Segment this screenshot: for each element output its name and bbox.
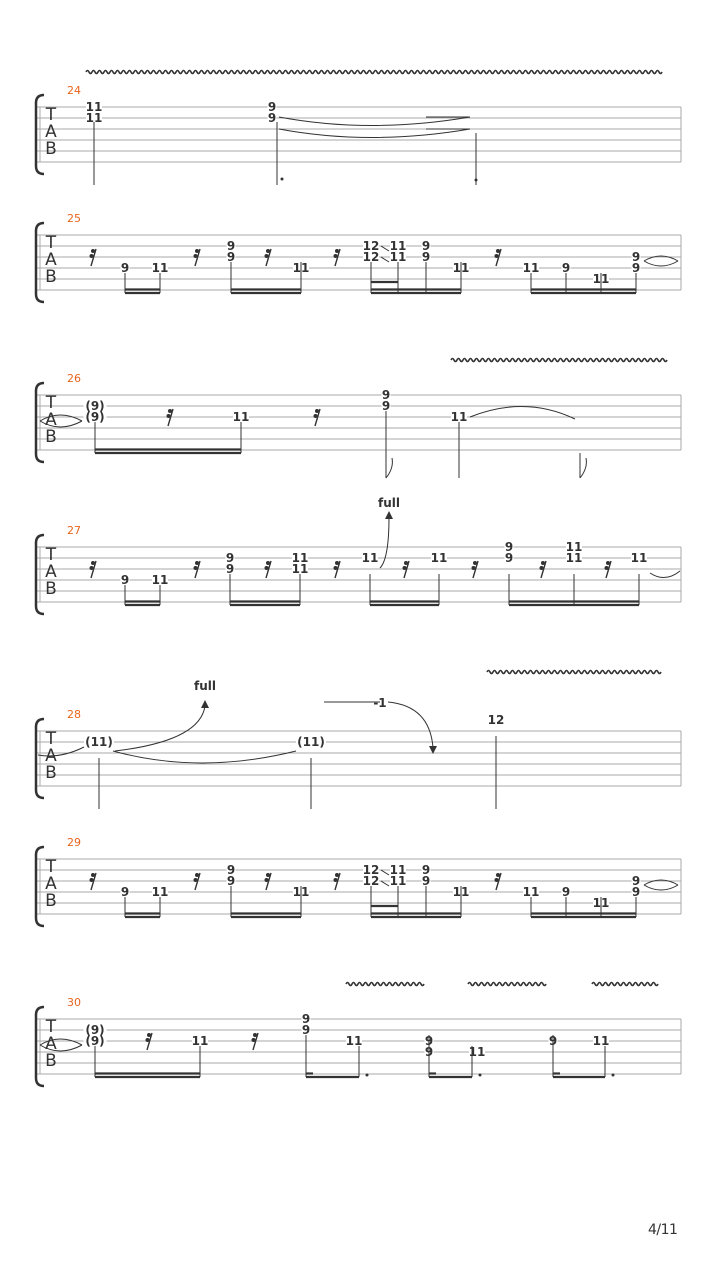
rest-dot — [91, 249, 95, 253]
fret-number: 9 — [381, 399, 391, 413]
dot — [475, 179, 478, 182]
fret-number: 11 — [191, 1034, 209, 1048]
fret-number: 11 — [345, 1034, 363, 1048]
rest-dot — [266, 249, 270, 253]
measure-number: 28 — [67, 708, 81, 721]
tab-clef-letter: T — [45, 1017, 57, 1037]
tab-clef-letter: A — [45, 410, 57, 430]
fret-number: (9) — [85, 410, 105, 424]
slide — [381, 881, 389, 886]
page-number: 4/11 — [648, 1222, 678, 1238]
fret-number: 11 — [522, 261, 540, 275]
fret-number: 9 — [267, 111, 277, 125]
flag — [386, 458, 392, 478]
tie — [644, 885, 678, 890]
fret-number: 11 — [292, 261, 310, 275]
tab-clef-letter: B — [45, 139, 57, 159]
measure-number: 27 — [67, 524, 81, 537]
rest-dot — [495, 878, 499, 882]
fret-number: 9 — [226, 874, 236, 888]
rest-dot — [473, 561, 477, 565]
rest-dot — [334, 254, 338, 258]
fret-number: 11 — [291, 562, 309, 576]
fret-number: 11 — [389, 239, 407, 253]
fret-number: 11 — [592, 1034, 610, 1048]
rest-dot — [195, 873, 199, 877]
fret-number: 11 — [452, 261, 470, 275]
bend — [115, 706, 205, 751]
rest-dot — [605, 566, 609, 570]
rest-dot — [335, 561, 339, 565]
fret-number: (11) — [85, 735, 113, 749]
fret-number: 9 — [504, 551, 514, 565]
tab-clef-letter: A — [45, 746, 57, 766]
measure-number: 29 — [67, 836, 81, 849]
tab-clef-letter: A — [45, 1034, 57, 1054]
tab-clef-letter: A — [45, 562, 57, 582]
fret-number: 11 — [292, 885, 310, 899]
graphics-layer — [38, 71, 680, 1078]
fret-number: (9) — [85, 399, 105, 413]
rest-dot — [314, 414, 318, 418]
fret-number: 9 — [301, 1012, 311, 1026]
rest-dot — [90, 566, 94, 570]
tab-clef-letter: T — [45, 105, 57, 125]
fret-number: 11 — [468, 1045, 486, 1059]
rest-dot — [265, 566, 269, 570]
rest-dot — [496, 249, 500, 253]
bend-arrow — [201, 700, 209, 708]
slide — [381, 246, 389, 251]
fret-number: 11 — [592, 896, 610, 910]
slide — [381, 257, 389, 262]
fret-number: 11 — [452, 885, 470, 899]
fret-number: 11 — [291, 551, 309, 565]
measure-number: 30 — [67, 996, 81, 1009]
rest-dot — [265, 254, 269, 258]
tab-clef-letter: B — [45, 267, 57, 287]
rest-dot — [606, 561, 610, 565]
release-bend — [388, 702, 433, 748]
rest-dot — [253, 1033, 257, 1037]
fret-number: 12 — [362, 239, 380, 253]
rest-dot — [472, 566, 476, 570]
tab-clef-letter: A — [45, 874, 57, 894]
fret-number: 11 — [151, 573, 169, 587]
rest-dot — [315, 409, 319, 413]
fret-number: 9 — [421, 874, 431, 888]
tab-clef-letter: T — [45, 857, 57, 877]
fret-number: 12 — [487, 713, 505, 727]
measure-number: 24 — [67, 84, 81, 97]
rest-dot — [195, 249, 199, 253]
rest-dot — [403, 566, 407, 570]
tab-clef-letter: B — [45, 579, 57, 599]
fret-number: 9 — [226, 239, 236, 253]
bend-label: full — [378, 496, 400, 510]
rest-dot — [195, 561, 199, 565]
fret-number: 12 — [362, 863, 380, 877]
flag — [580, 458, 586, 478]
fret-number: 9 — [504, 540, 514, 554]
vibrato — [468, 983, 546, 986]
staff-layer — [36, 95, 681, 1086]
tab-clef-letter: A — [45, 122, 57, 142]
rest-dot — [146, 1038, 150, 1042]
fret-number: 9 — [561, 261, 571, 275]
fret-number: 11 — [522, 885, 540, 899]
release-label: -1 — [373, 696, 387, 710]
fret-number: 12 — [362, 874, 380, 888]
fret-number: 9 — [631, 261, 641, 275]
rest-dot — [167, 414, 171, 418]
text-layer — [45, 84, 648, 1071]
slide-tie — [279, 129, 470, 138]
fret-number: 9 — [424, 1045, 434, 1059]
vibrato — [592, 983, 658, 986]
fret-number: 11 — [450, 410, 468, 424]
rest-dot — [265, 878, 269, 882]
dot — [366, 1074, 369, 1077]
rest-dot — [90, 254, 94, 258]
tab-clef-letter: A — [45, 250, 57, 270]
fret-number: 9 — [225, 562, 235, 576]
rest-dot — [147, 1033, 151, 1037]
fret-number: 9 — [381, 388, 391, 402]
fret-number: 11 — [85, 100, 103, 114]
fret-number: 9 — [424, 1034, 434, 1048]
bend-label: full — [194, 679, 216, 693]
tab-clef-letter: T — [45, 545, 57, 565]
fret-number: 11 — [232, 410, 250, 424]
dot — [612, 1074, 615, 1077]
bend — [380, 517, 389, 568]
tab-clef-letter: T — [45, 233, 57, 253]
rest-dot — [266, 561, 270, 565]
rest-dot — [334, 566, 338, 570]
fret-number: 11 — [389, 863, 407, 877]
fret-number: 9 — [631, 874, 641, 888]
tab-clef-letter: T — [45, 393, 57, 413]
fret-number: 9 — [225, 551, 235, 565]
fret-number: 11 — [565, 551, 583, 565]
bend-arrow — [385, 511, 393, 519]
rest-dot — [496, 873, 500, 877]
fret-number: 9 — [421, 863, 431, 877]
fret-number: 9 — [421, 239, 431, 253]
vibrato — [451, 359, 667, 362]
fret-number: 11 — [85, 111, 103, 125]
rest-dot — [541, 561, 545, 565]
tab-clef-letter: B — [45, 763, 57, 783]
vibrato — [346, 983, 424, 986]
fret-number: 11 — [151, 261, 169, 275]
measure-number: 25 — [67, 212, 81, 225]
slide — [381, 870, 389, 875]
fret-number: 9 — [120, 261, 130, 275]
tab-clef-letter: B — [45, 427, 57, 447]
tab-clef-letter: T — [45, 729, 57, 749]
rest-dot — [252, 1038, 256, 1042]
fret-number: 9 — [120, 573, 130, 587]
tie — [650, 571, 680, 578]
fret-number: 9 — [421, 250, 431, 264]
fret-number: 11 — [389, 874, 407, 888]
fret-number: 9 — [548, 1034, 558, 1048]
vibrato — [487, 671, 661, 674]
fret-number: 9 — [267, 100, 277, 114]
fret-number: 9 — [226, 250, 236, 264]
fret-number: 11 — [592, 272, 610, 286]
rest-dot — [194, 566, 198, 570]
dot — [281, 178, 284, 181]
fret-number: 9 — [226, 863, 236, 877]
vibrato — [86, 71, 662, 74]
rest-dot — [266, 873, 270, 877]
rest-dot — [90, 878, 94, 882]
rest-dot — [334, 878, 338, 882]
rest-dot — [194, 254, 198, 258]
tie — [644, 261, 678, 266]
rest-dot — [495, 254, 499, 258]
measure-number: 26 — [67, 372, 81, 385]
rest-dot — [91, 873, 95, 877]
rest-dot — [335, 873, 339, 877]
rest-dot — [540, 566, 544, 570]
fret-number: (9) — [85, 1034, 105, 1048]
fret-number: 11 — [389, 250, 407, 264]
fret-number: 9 — [120, 885, 130, 899]
fret-number: (9) — [85, 1023, 105, 1037]
rest-dot — [335, 249, 339, 253]
dot — [479, 1074, 482, 1077]
fret-number: 9 — [301, 1023, 311, 1037]
fret-number: 11 — [430, 551, 448, 565]
tab-clef-letter: B — [45, 891, 57, 911]
fret-number: 9 — [631, 885, 641, 899]
fret-number: 11 — [361, 551, 379, 565]
rest-dot — [404, 561, 408, 565]
fret-number: 11 — [565, 540, 583, 554]
tab-clef-letter: B — [45, 1051, 57, 1071]
fret-number: 12 — [362, 250, 380, 264]
fret-number: 11 — [151, 885, 169, 899]
rest-dot — [194, 878, 198, 882]
fret-number: 9 — [631, 250, 641, 264]
rest-dot — [168, 409, 172, 413]
fret-number: 11 — [630, 551, 648, 565]
fret-number: 9 — [561, 885, 571, 899]
fret-number: (11) — [297, 735, 325, 749]
rest-dot — [91, 561, 95, 565]
